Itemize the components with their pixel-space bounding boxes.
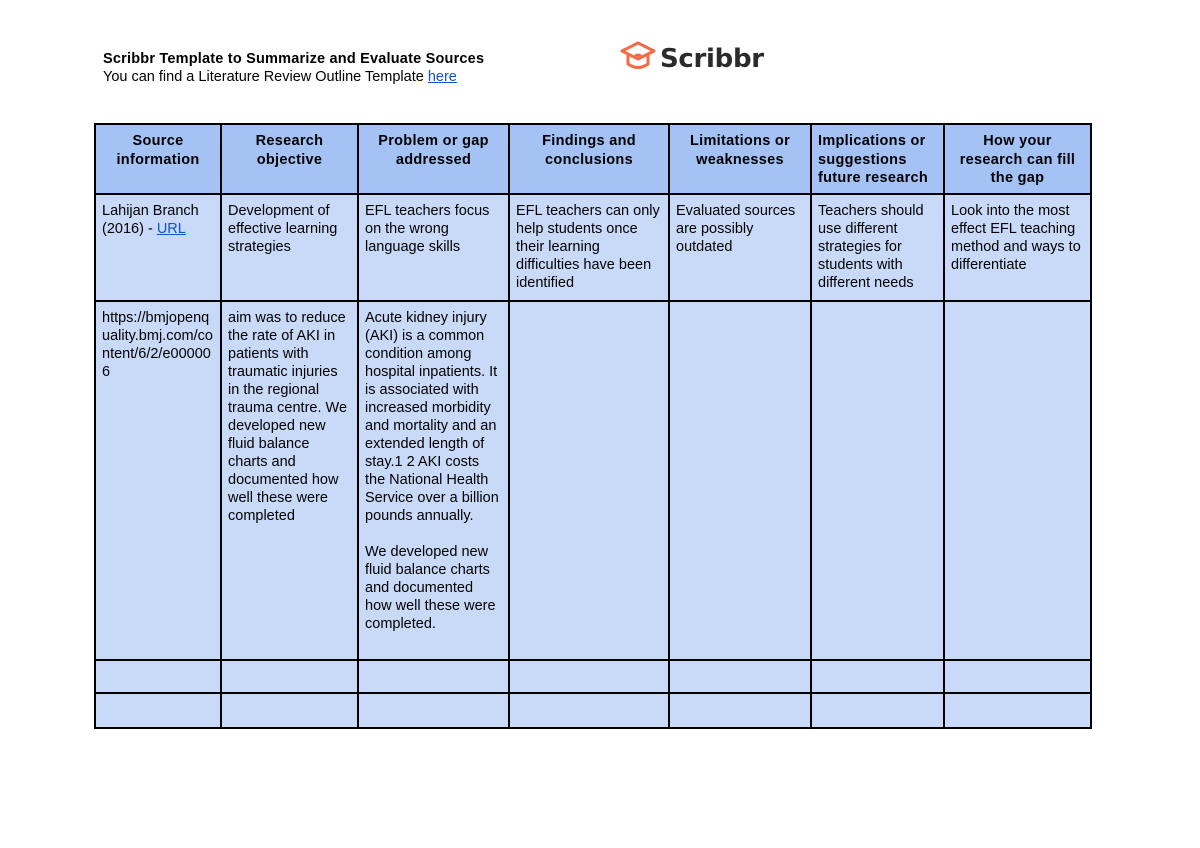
document-header (103, 50, 484, 86)
header-research-objective: Research objective (221, 124, 358, 194)
header-how-fill-gap: How your research can fill the gap (944, 124, 1091, 194)
cell-limitations[interactable]: Evaluated sources are possibly outdated (669, 194, 811, 301)
cell-empty[interactable] (95, 660, 221, 693)
cell-empty[interactable] (509, 660, 669, 693)
cell-source[interactable] (95, 194, 221, 301)
cell-empty[interactable] (95, 693, 221, 728)
header-limitations: Limitations or weaknesses (669, 124, 811, 194)
table-row (95, 660, 1091, 693)
source-summary-table (94, 123, 1092, 729)
header-problem-or-gap: Problem or gap addressed (358, 124, 509, 194)
table-row (95, 194, 1091, 301)
cell-implications[interactable]: Teachers should use different strategies for students with different needs (811, 194, 944, 301)
cell-findings[interactable] (509, 301, 669, 660)
cell-empty[interactable] (221, 693, 358, 728)
graduation-cap-icon (620, 40, 656, 77)
cell-empty[interactable] (669, 660, 811, 693)
table-header-row (95, 124, 1091, 194)
cell-objective[interactable]: Development of effective learning strategies (221, 194, 358, 301)
cell-empty[interactable] (221, 660, 358, 693)
table-row (95, 693, 1091, 728)
subtitle-text: You can find a Literature Review Outline Template (103, 69, 424, 85)
cell-source[interactable]: https://bmjopenquality.bmj.com/content/6/2/e000006 (95, 301, 221, 660)
cell-empty[interactable] (944, 693, 1091, 728)
header-source-information: Source information (95, 124, 221, 194)
cell-implications[interactable] (811, 301, 944, 660)
cell-empty[interactable] (358, 693, 509, 728)
cell-objective[interactable]: aim was to reduce the rate of AKI in patients with traumatic injuries in the regional trauma centre. We developed new fluid balance charts and documented how well these were completed (221, 301, 358, 660)
scribbr-logo (620, 40, 764, 77)
cell-empty[interactable] (509, 693, 669, 728)
cell-gap[interactable]: Look into the most effect EFL teaching method and ways to differentiate (944, 194, 1091, 301)
cell-problem[interactable] (358, 301, 509, 660)
cell-empty[interactable] (811, 660, 944, 693)
source-url-link[interactable]: URL (156, 221, 186, 237)
table-row (95, 301, 1091, 660)
problem-paragraph: We developed new fluid balance charts and documented how well these were completed. (365, 544, 496, 632)
source-text: Lahijan Branch (2016) - (102, 203, 199, 237)
header-findings: Findings and conclusions (509, 124, 669, 194)
header-implications: Implications or suggestions future research (811, 124, 944, 194)
cell-problem[interactable]: EFL teachers focus on the wrong language skills (358, 194, 509, 301)
cell-gap[interactable] (944, 301, 1091, 660)
problem-paragraph: Acute kidney injury (AKI) is a common condition among hospital inpatients. It is associated with increased morbidity and mortality and an extended length of stay.1 2 AKI costs the National Health Service over a billion pounds annually. (365, 310, 499, 524)
cell-empty[interactable] (944, 660, 1091, 693)
cell-empty[interactable] (358, 660, 509, 693)
document-title: Scribbr Template to Summarize and Evaluate Sources (103, 51, 485, 67)
logo-text: Scribbr (660, 43, 764, 74)
cell-empty[interactable] (811, 693, 944, 728)
cell-empty[interactable] (669, 693, 811, 728)
outline-template-link[interactable]: here (427, 69, 457, 85)
document-subtitle (103, 68, 484, 86)
cell-findings[interactable]: EFL teachers can only help students once their learning difficulties have been identified (509, 194, 669, 301)
cell-limitations[interactable] (669, 301, 811, 660)
